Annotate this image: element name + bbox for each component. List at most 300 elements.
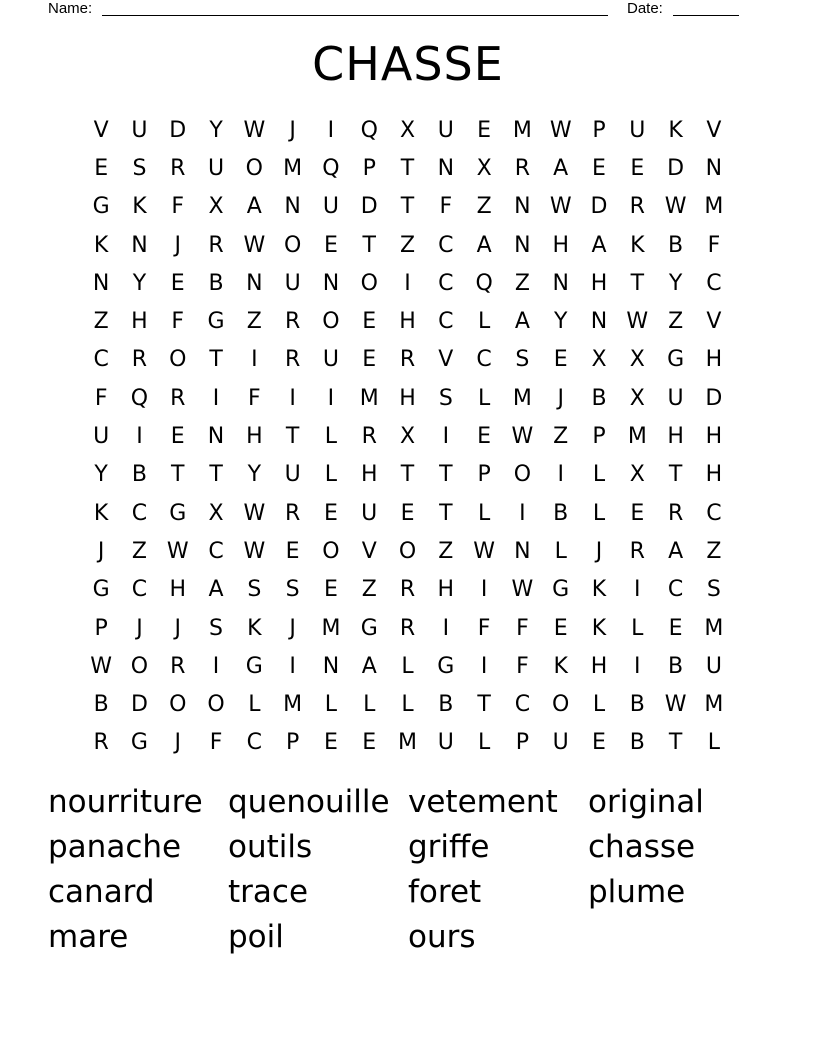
grid-letter: E [630, 500, 645, 526]
grid-letter: R [514, 155, 531, 181]
grid-letter: M [321, 615, 341, 641]
grid-letter: L [401, 653, 414, 679]
grid-letter: G [245, 653, 263, 679]
grid-letter: H [705, 424, 723, 450]
grid-letter: B [591, 385, 607, 411]
grid-letter: S [247, 577, 262, 603]
grid-letter: K [247, 615, 262, 641]
grid-letter: W [664, 692, 687, 718]
grid-letter: M [359, 385, 379, 411]
word-list-item: poil [228, 919, 284, 955]
grid-letter: I [212, 385, 220, 411]
grid-letter: L [401, 692, 414, 718]
grid-letter: R [93, 730, 109, 756]
grid-letter: N [322, 653, 340, 679]
grid-letter: E [553, 347, 568, 373]
grid-letter: W [549, 194, 572, 220]
grid-letter: T [362, 232, 376, 258]
grid-letter: I [327, 117, 335, 143]
grid-letter: G [207, 309, 225, 335]
grid-letter: G [92, 577, 110, 603]
grid-letter: H [590, 653, 608, 679]
grid-letter: K [668, 117, 683, 143]
grid-letter: Y [209, 117, 223, 143]
grid-letter: J [557, 385, 564, 411]
grid-letter: P [285, 730, 300, 756]
grid-letter: H [667, 424, 684, 450]
grid-letter: B [668, 232, 684, 258]
grid-letter: L [324, 692, 338, 718]
grid-letter: L [363, 692, 376, 718]
grid-letter: E [170, 270, 185, 296]
grid-letter: C [93, 347, 109, 373]
grid-letter: E [592, 155, 606, 181]
grid-letter: U [552, 730, 569, 756]
grid-letter: X [591, 347, 607, 373]
worksheet-header [48, 0, 748, 20]
grid-letter: I [251, 347, 258, 373]
grid-letter: T [668, 730, 683, 756]
grid-letter: M [283, 692, 303, 718]
grid-letter: U [361, 500, 378, 526]
grid-letter: L [324, 424, 338, 450]
grid-letter: R [629, 538, 645, 564]
grid-letter: X [629, 347, 645, 373]
grid-letter: R [170, 653, 186, 679]
grid-letter: V [706, 117, 722, 143]
grid-letter: L [592, 462, 606, 488]
grid-letter: L [592, 500, 606, 526]
grid-letter: D [590, 194, 608, 220]
grid-letter: W [511, 577, 534, 603]
grid-letter: C [208, 538, 224, 564]
grid-letter: M [283, 155, 303, 181]
word-list-item: trace [228, 874, 309, 910]
grid-letter: I [136, 424, 143, 450]
grid-letter: F [516, 615, 529, 641]
grid-letter: C [706, 500, 722, 526]
grid-letter: V [93, 117, 109, 143]
grid-letter: U [322, 347, 339, 373]
grid-letter: X [399, 117, 416, 143]
grid-letter: U [284, 462, 301, 488]
puzzle-title: CHASSE [312, 37, 504, 91]
grid-letter: Q [130, 385, 149, 411]
grid-letter: K [630, 232, 645, 258]
grid-letter: I [634, 577, 641, 603]
grid-letter: H [169, 577, 187, 603]
grid-letter: I [442, 615, 450, 641]
grid-letter: Z [706, 538, 722, 564]
grid-letter: G [437, 653, 455, 679]
grid-letter: D [130, 692, 148, 718]
grid-letter: K [132, 194, 147, 220]
grid-letter: X [208, 194, 224, 220]
grid-letter: U [207, 155, 225, 181]
grid-letter: G [552, 577, 570, 603]
grid-letter: C [131, 500, 148, 526]
grid-letter: S [132, 155, 147, 181]
grid-letter: Y [668, 270, 683, 296]
grid-letter: Z [553, 424, 569, 450]
grid-letter: Y [247, 462, 262, 488]
grid-letter: F [209, 730, 223, 756]
grid-letter: N [246, 270, 263, 296]
grid-letter: I [634, 653, 641, 679]
grid-letter: I [480, 577, 488, 603]
grid-letter: P [592, 424, 606, 450]
grid-letter: U [437, 730, 454, 756]
grid-letter: Z [246, 309, 262, 335]
grid-letter: S [438, 385, 453, 411]
name-label: Name: [48, 0, 93, 17]
grid-letter: T [209, 462, 223, 488]
grid-letter: K [93, 500, 109, 526]
grid-letter: C [706, 270, 722, 296]
grid-letter: I [327, 385, 335, 411]
grid-letter: X [208, 500, 224, 526]
grid-letter: C [131, 577, 148, 603]
grid-letter: N [131, 232, 148, 258]
grid-letter: O [552, 692, 570, 718]
grid-letter: E [285, 538, 300, 564]
word-list-item: mare [48, 919, 129, 955]
grid-letter: B [629, 730, 645, 756]
grid-letter: H [705, 462, 723, 488]
grid-letter: R [131, 347, 148, 373]
grid-letter: B [553, 500, 569, 526]
grid-letter: S [285, 577, 300, 603]
grid-letter: Q [475, 270, 493, 296]
grid-letter: Q [360, 117, 378, 143]
grid-letter: J [174, 615, 181, 641]
grid-letter: T [439, 462, 453, 488]
grid-letter: E [323, 730, 338, 756]
grid-letter: T [400, 194, 415, 220]
grid-letter: H [360, 462, 378, 488]
grid-letter: C [514, 692, 531, 718]
grid-letter: I [557, 462, 564, 488]
grid-letter: E [477, 424, 492, 450]
word-list-item: foret [408, 874, 482, 910]
date-blank-line [673, 15, 739, 16]
grid-letter: P [362, 155, 376, 181]
grid-letter: Z [361, 577, 377, 603]
grid-letter: E [553, 615, 568, 641]
grid-letter: E [630, 155, 645, 181]
date-label: Date: [627, 0, 663, 17]
grid-letter: W [473, 538, 495, 564]
grid-letter: J [174, 730, 181, 756]
word-list-item: quenouille [228, 784, 390, 820]
word-list-item: canard [48, 874, 155, 910]
word-list-item: chasse [588, 829, 696, 865]
grid-letter: R [399, 347, 416, 373]
grid-letter: O [398, 538, 417, 564]
grid-letter: A [591, 232, 607, 258]
grid-letter: W [243, 500, 266, 526]
grid-letter: R [170, 385, 186, 411]
grid-letter: L [554, 538, 567, 564]
grid-letter: N [705, 155, 723, 181]
grid-letter: F [707, 232, 721, 258]
word-list [48, 780, 768, 960]
grid-letter: X [399, 424, 416, 450]
grid-letter: A [514, 309, 530, 335]
grid-letter: S [515, 347, 530, 373]
grid-letter: O [207, 692, 225, 718]
grid-letter: Z [399, 232, 416, 258]
grid-letter: U [667, 385, 684, 411]
grid-letter: C [667, 577, 684, 603]
grid-letter: E [668, 615, 683, 641]
grid-letter: Z [93, 309, 109, 335]
grid-letter: R [667, 500, 684, 526]
grid-letter: D [705, 385, 723, 411]
grid-letter: X [629, 385, 645, 411]
grid-letter: N [92, 270, 110, 296]
grid-letter: R [208, 232, 224, 258]
grid-letter: W [664, 194, 687, 220]
grid-letter: E [592, 730, 606, 756]
grid-letter: V [438, 347, 454, 373]
grid-letter: W [243, 232, 266, 258]
grid-letter: L [477, 730, 491, 756]
grid-letter: L [631, 615, 644, 641]
grid-letter: W [626, 309, 649, 335]
grid-letter: U [437, 117, 454, 143]
grid-letter: O [283, 232, 302, 258]
grid-letter: L [707, 730, 721, 756]
grid-letter: G [169, 500, 187, 526]
grid-letter: A [246, 194, 262, 220]
grid-letter: H [399, 385, 416, 411]
grid-letter: Z [668, 309, 684, 335]
grid-letter: D [360, 194, 378, 220]
grid-letter: E [323, 577, 338, 603]
grid-letter: F [516, 653, 529, 679]
grid-letter: U [705, 653, 722, 679]
grid-letter: B [629, 692, 645, 718]
grid-letter: L [592, 692, 606, 718]
grid-letter: K [591, 577, 607, 603]
grid-letter: W [243, 117, 266, 143]
grid-letter: T [630, 270, 645, 296]
grid-letter: V [361, 538, 377, 564]
grid-letter: G [92, 194, 110, 220]
grid-letter: I [519, 500, 526, 526]
grid-letter: O [169, 692, 187, 718]
grid-letter: A [668, 538, 684, 564]
grid-letter: E [170, 424, 185, 450]
grid-letter: E [362, 309, 377, 335]
grid-letter: T [477, 692, 491, 718]
grid-letter: I [289, 385, 296, 411]
grid-letter: B [131, 462, 147, 488]
grid-letter: K [93, 232, 109, 258]
grid-letter: O [360, 270, 378, 296]
grid-letter: P [477, 462, 491, 488]
grid-letter: J [289, 615, 296, 641]
grid-letter: T [209, 347, 223, 373]
grid-letter: C [476, 347, 492, 373]
grid-letter: O [169, 347, 187, 373]
grid-letter: I [442, 424, 450, 450]
grid-letter: J [289, 117, 296, 143]
grid-letter: H [399, 309, 416, 335]
grid-letter: E [477, 117, 492, 143]
grid-letter: T [668, 462, 683, 488]
grid-letter: A [208, 577, 224, 603]
grid-letter: B [208, 270, 224, 296]
grid-letter: H [131, 309, 148, 335]
grid-letter: X [476, 155, 492, 181]
word-list-item: outils [228, 829, 313, 865]
grid-letter: L [477, 309, 491, 335]
grid-letter: N [437, 155, 455, 181]
grid-letter: P [515, 730, 530, 756]
grid-letter: A [553, 155, 569, 181]
grid-letter: Z [476, 194, 492, 220]
grid-letter: F [477, 615, 491, 641]
grid-letter: I [404, 270, 411, 296]
grid-letter: H [552, 232, 569, 258]
grid-letter: L [477, 385, 491, 411]
grid-letter: J [136, 615, 143, 641]
grid-letter: O [322, 538, 340, 564]
grid-letter: A [361, 653, 377, 679]
grid-letter: J [174, 232, 181, 258]
grid-letter: J [97, 538, 105, 564]
grid-letter: O [130, 653, 149, 679]
grid-letter: H [437, 577, 455, 603]
grid-letter: E [323, 500, 338, 526]
word-list-item: griffe [408, 829, 490, 865]
grid-letter: T [285, 424, 300, 450]
grid-letter: C [246, 730, 263, 756]
grid-letter: F [248, 385, 261, 411]
grid-letter: O [513, 462, 532, 488]
grid-letter: R [284, 347, 301, 373]
grid-letter: H [246, 424, 263, 450]
grid-letter: G [360, 615, 378, 641]
grid-letter: R [361, 424, 377, 450]
grid-letter: M [512, 385, 532, 411]
grid-letter: H [705, 347, 723, 373]
grid-letter: U [93, 424, 110, 450]
grid-letter: N [514, 232, 531, 258]
word-list-item: ours [408, 919, 476, 955]
grid-letter: N [207, 424, 225, 450]
grid-letter: U [322, 194, 339, 220]
grid-letter: M [704, 692, 724, 718]
grid-letter: N [552, 270, 569, 296]
grid-letter: I [480, 653, 488, 679]
grid-letter: X [629, 462, 645, 488]
grid-letter: A [476, 232, 492, 258]
grid-letter: R [399, 577, 416, 603]
grid-letter: M [398, 730, 418, 756]
grid-letter: K [553, 653, 568, 679]
grid-letter: W [511, 424, 534, 450]
grid-letter: W [243, 538, 266, 564]
grid-letter: O [245, 155, 263, 181]
grid-letter: D [169, 117, 187, 143]
grid-letter: T [400, 462, 415, 488]
grid-letter: C [438, 309, 454, 335]
word-list-item: vetement [408, 784, 558, 820]
grid-letter: P [592, 117, 606, 143]
letter-grid [82, 111, 733, 762]
grid-letter: G [667, 347, 685, 373]
grid-letter: T [439, 500, 453, 526]
grid-letter: Q [322, 155, 340, 181]
grid-letter: G [130, 730, 148, 756]
grid-letter: Z [514, 270, 530, 296]
grid-letter: E [94, 155, 109, 181]
grid-letter: B [93, 692, 109, 718]
grid-letter: C [438, 232, 454, 258]
grid-letter: F [94, 385, 108, 411]
grid-letter: J [595, 538, 603, 564]
grid-letter: R [170, 155, 186, 181]
grid-letter: I [289, 653, 296, 679]
grid-letter: N [514, 194, 531, 220]
grid-letter: E [400, 500, 415, 526]
grid-letter: S [706, 577, 721, 603]
grid-letter: Y [553, 309, 568, 335]
grid-letter: M [627, 424, 647, 450]
grid-letter: N [284, 194, 301, 220]
grid-letter: E [323, 232, 338, 258]
grid-letter: M [512, 117, 532, 143]
grid-letter: R [399, 615, 416, 641]
grid-letter: F [439, 194, 453, 220]
word-list-item: plume [588, 874, 686, 910]
grid-letter: F [171, 194, 185, 220]
grid-letter: K [591, 615, 607, 641]
grid-letter: L [477, 500, 491, 526]
grid-letter: W [549, 117, 572, 143]
grid-letter: H [590, 270, 608, 296]
grid-letter: E [362, 730, 377, 756]
grid-letter: F [171, 309, 185, 335]
grid-letter: T [400, 155, 415, 181]
grid-letter: D [667, 155, 685, 181]
grid-letter: N [322, 270, 340, 296]
grid-letter: S [209, 615, 224, 641]
grid-letter: Y [132, 270, 147, 296]
grid-letter: N [514, 538, 531, 564]
grid-letter: E [362, 347, 377, 373]
word-list-item: nourriture [48, 784, 203, 820]
grid-letter: M [704, 194, 724, 220]
name-blank-line [102, 15, 608, 16]
grid-letter: O [322, 309, 340, 335]
grid-letter: L [324, 462, 338, 488]
grid-letter: N [590, 309, 608, 335]
grid-letter: W [90, 653, 113, 679]
grid-letter: W [166, 538, 189, 564]
grid-letter: Z [131, 538, 147, 564]
grid-letter: T [171, 462, 185, 488]
grid-letter: R [284, 500, 301, 526]
word-list-item: panache [48, 829, 182, 865]
grid-letter: V [706, 309, 722, 335]
grid-letter: B [668, 653, 684, 679]
grid-letter: R [284, 309, 301, 335]
grid-letter: R [629, 194, 645, 220]
